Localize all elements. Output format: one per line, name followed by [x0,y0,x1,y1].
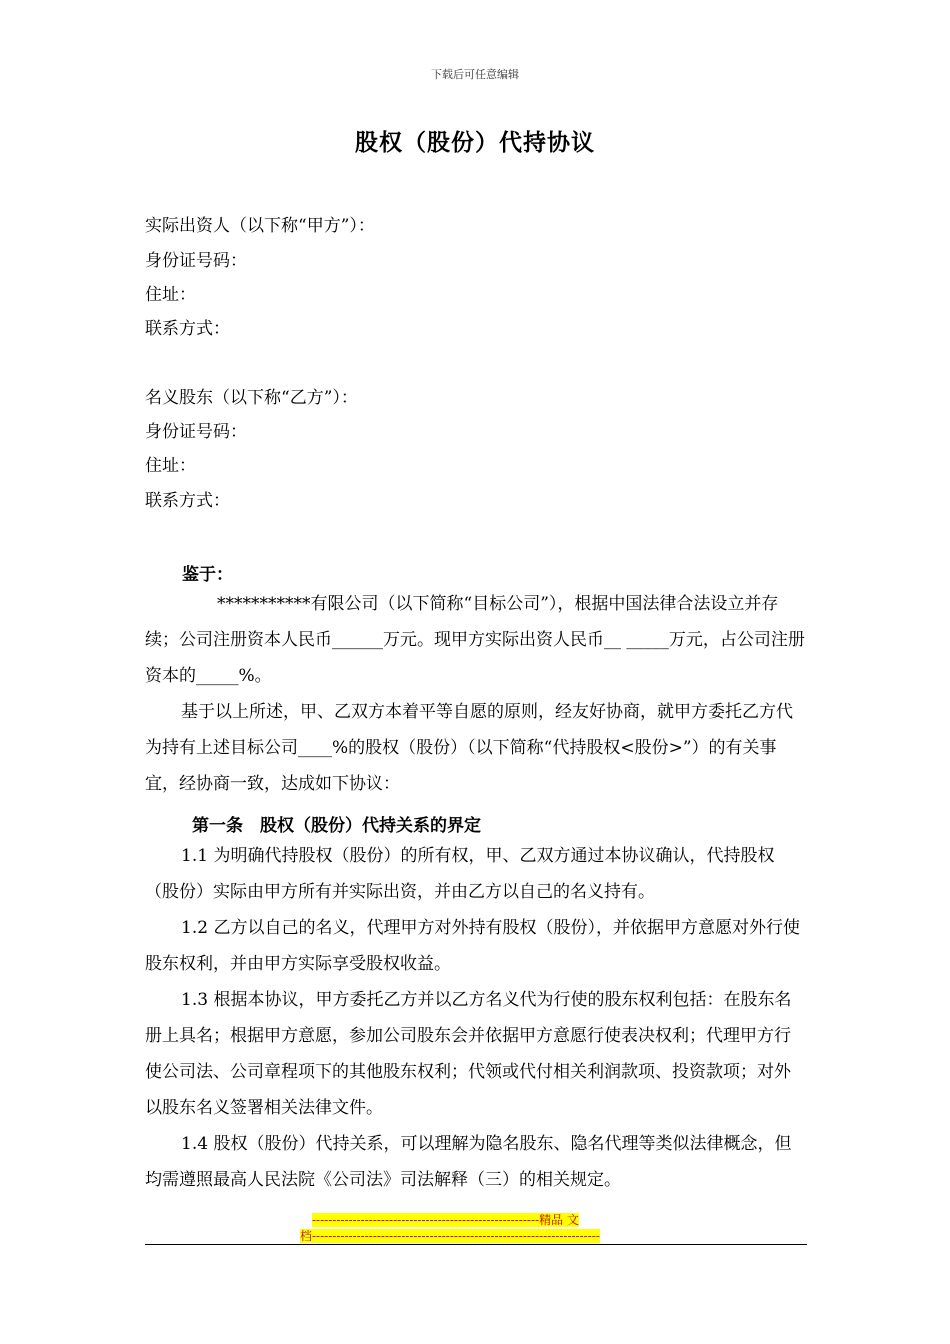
clause-1-2: 1.2 乙方以自己的名义，代理甲方对外持有股权（股份），并依据甲方意愿对外行使股东权利，并由甲方实际享受股权收益。 [145,918,800,974]
footer-watermark-line-2: 档----------------------------------------------------------------------- [300,1229,600,1243]
clause-1-3: 1.3 根据本协议，甲方委托乙方并以乙方名义代为行使的股东权利包括：在股东名册上具名；根据甲方意愿，参加公司股东会并依据甲方意愿行使表决权利；代理甲方行使公司法、公司章程项下的其他股东权利；代领或代付相关利润款项、投资款项；对外以股东名义签署相关法律文件。 [145,990,792,1118]
clause-1-4: 1.4 股权（股份）代持关系，可以理解为隐名股东、隐名代理等类似法律概念，但均需遵照最高人民法院《公司法》司法解释（三）的相关规定。 [145,1134,792,1190]
party-a-contact: 联系方式： [145,319,230,339]
party-a-label: 实际出资人（以下称“甲方”）： [145,216,375,236]
clause-1-1: 1.1 为明确代持股权（股份）的所有权，甲、乙双方通过本协议确认，代持股权（股份）实际由甲方所有并实际出资，并由乙方以自己的名义持有。 [145,846,775,902]
party-a-address: 住址： [145,285,196,305]
party-b-label: 名义股东（以下称“乙方”）： [145,388,358,408]
whereas-paragraph-1: ***********有限公司（以下简称“目标公司”），根据中国法律合法设立并存续；公司注册资本人民币______万元。现甲方实际出资人民币__ _____万元，占公司注册资本的_____%。 [145,594,805,686]
whereas-paragraph-2: 基于以上所述，甲、乙双方本着平等自愿的原则，经友好协商，就甲方委托乙方代为持有上述目标公司____%的股权（股份）（以下简称“代持股权<股份>”）的有关事宜，经协商一致，达成如下协议： [145,702,793,794]
party-a-id: 身份证号码： [145,251,247,271]
party-b-contact: 联系方式： [145,491,230,511]
footer-watermark-line-1: --------------------------------------------------------精品 文 [312,1213,579,1227]
header-note: 下载后可任意编辑 [431,68,519,81]
document-title: 股权（股份）代持协议 [355,129,595,156]
footer-watermark [300,1212,650,1244]
whereas-heading: 鉴于： [182,565,233,585]
footer-divider [145,1244,807,1245]
party-b-address: 住址： [145,456,196,476]
party-b-id: 身份证号码： [145,422,247,442]
article-1-title: 第一条 股权（股份）代持关系的界定 [192,816,481,836]
